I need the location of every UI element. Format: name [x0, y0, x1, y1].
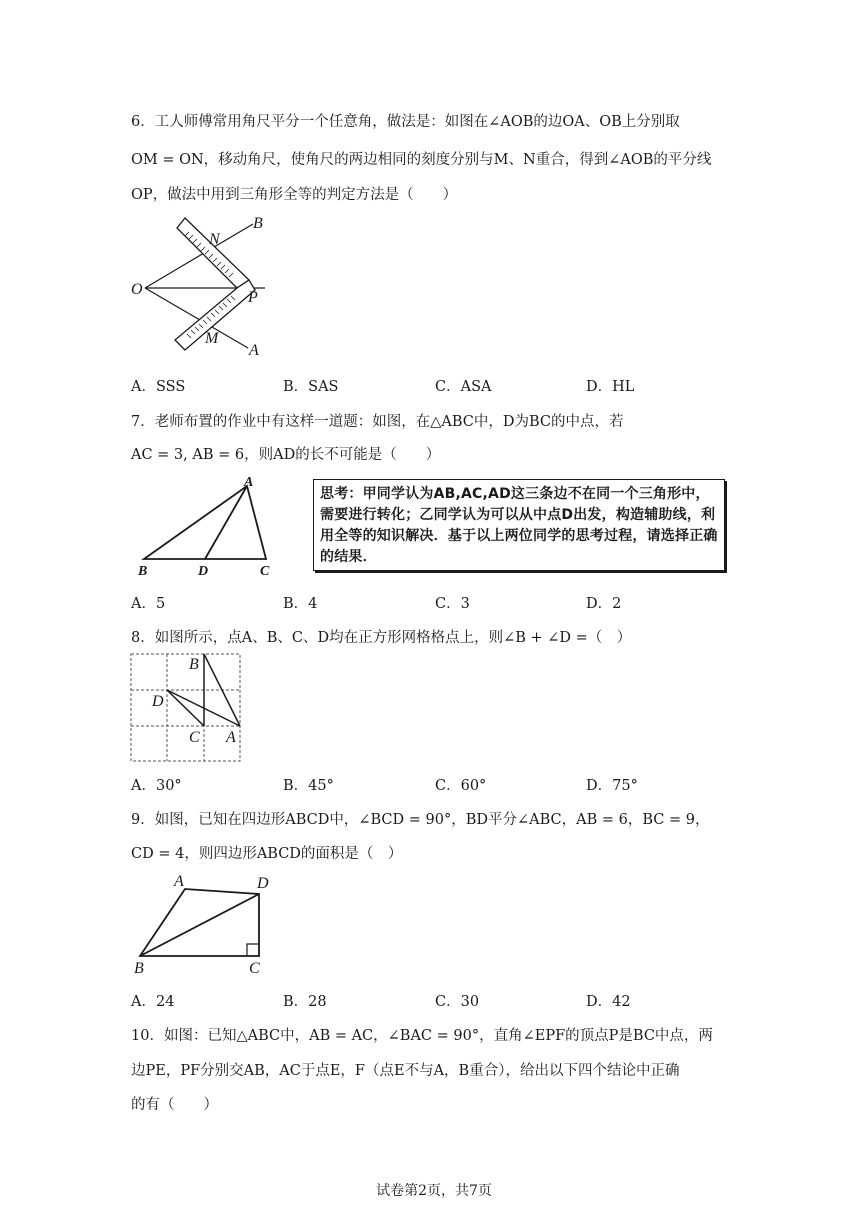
label-b: B [134, 960, 144, 977]
q6-text-line3: OP，做法中用到三角形全等的判定方法是（ ） [131, 187, 458, 203]
q6-angle-ruler-figure [125, 208, 285, 363]
q6-option-c: C．ASA [435, 379, 492, 395]
page-footer: 试卷第2页，共7页 [376, 1183, 492, 1199]
diagonal-bd [140, 894, 259, 956]
q7-option-a: A．5 [131, 596, 166, 612]
label-d: D [198, 564, 209, 579]
q6-text-line2: OM = ON，移动角尺，使角尺的两边相同的刻度分别与M、N重合，得到∠AOB的平分线 [131, 152, 712, 168]
q7-think-box: 思考：甲同学认为AB,AC,AD这三条边不在同一个三角形中，需要进行转化；乙同学认为可以从中点D出发，构造辅助线，利用全等的知识解决．基于以上两位同学的思考过程，请选择正确的结果． [313, 479, 725, 571]
q9-option-d: D．42 [586, 994, 631, 1010]
q6-option-a: A．SSS [131, 379, 186, 395]
q6-text-line1: 6．工人师傅常用角尺平分一个任意角，做法是：如图在∠AOB的边OA、OB上分别取 [131, 114, 680, 130]
label-d: D [152, 693, 164, 710]
q9-text-line1: 9．如图，已知在四边形ABCD中，∠BCD = 90°，BD平分∠ABC，AB = 6，BC = 9， [131, 812, 710, 828]
q8-option-b: B．45° [283, 778, 334, 794]
label-a: A [249, 342, 259, 359]
q10-text-line3: 的有（ ） [131, 1097, 218, 1113]
label-c: C [249, 960, 260, 977]
triangle-abc [144, 486, 266, 559]
q7-text-line2: AC = 3, AB = 6，则AD的长不可能是（ ） [131, 447, 441, 463]
q8-option-a: A．30° [131, 778, 182, 794]
q6-option-d: D．HL [586, 379, 635, 395]
q6-option-b: B．SAS [283, 379, 339, 395]
q8-option-c: C．60° [435, 778, 487, 794]
q9-option-a: A．24 [131, 994, 175, 1010]
q8-text-line1: 8．如图所示，点A、B、C、D均在正方形网格格点上，则∠B + ∠D =（ ） [131, 630, 632, 646]
label-b: B [138, 564, 148, 579]
q8-option-d: D．75° [586, 778, 638, 794]
label-o: O [131, 281, 143, 298]
label-c: C [189, 729, 200, 746]
label-n: N [209, 231, 220, 248]
q8-grid-figure [130, 652, 245, 764]
q7-option-c: C．3 [435, 596, 470, 612]
label-a: A [244, 475, 254, 490]
label-b: B [189, 656, 199, 673]
label-b: B [253, 215, 263, 232]
label-d: D [257, 875, 269, 892]
q10-text-line2: 边PE，PF分别交AB，AC于点E，F（点E不与A，B重合），给出以下四个结论中正确 [131, 1063, 680, 1079]
label-p: P [248, 289, 258, 306]
label-c: C [260, 564, 270, 579]
q9-option-b: B．28 [283, 994, 327, 1010]
q7-text-line1: 7．老师布置的作业中有这样一道题：如图，在△ABC中，D为BC的中点，若 [131, 414, 624, 430]
q7-option-b: B．4 [283, 596, 318, 612]
q9-option-c: C．30 [435, 994, 480, 1010]
label-a: A [174, 873, 184, 890]
label-m: M [205, 330, 219, 347]
label-a: A [226, 729, 236, 746]
median-ad [205, 486, 247, 559]
q9-text-line2: CD = 4，则四边形ABCD的面积是（ ） [131, 846, 403, 862]
q9-quadrilateral-figure [130, 866, 275, 981]
q7-option-d: D．2 [586, 596, 622, 612]
ruler-upper-arm [177, 218, 249, 288]
q10-text-line1: 10．如图：已知△ABC中，AB = AC，∠BAC = 90°，直角∠EPF的顶点P是BC中点，两 [131, 1028, 713, 1044]
right-angle-mark [247, 944, 259, 956]
q7-triangle-figure [130, 470, 290, 580]
